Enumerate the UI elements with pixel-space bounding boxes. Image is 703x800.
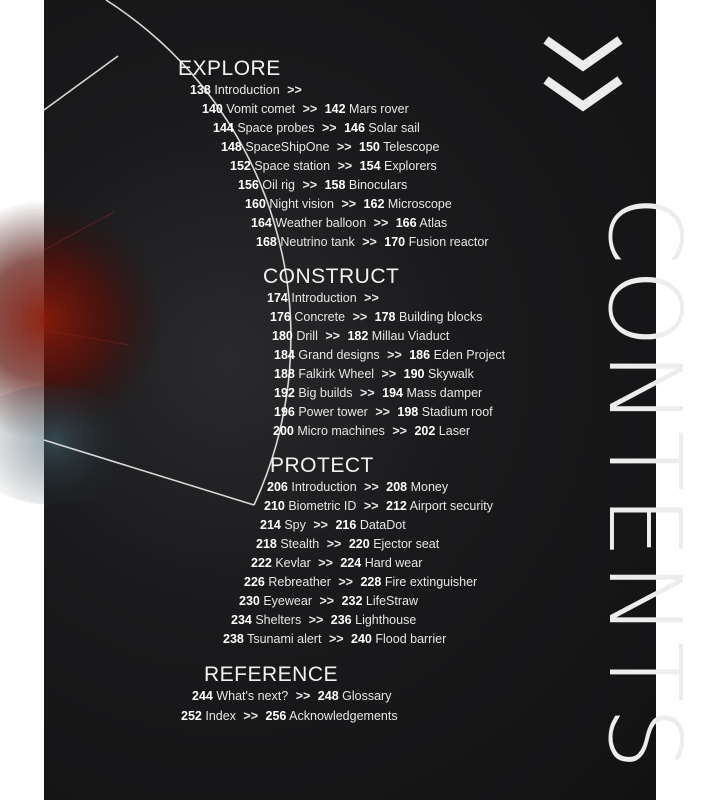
list-item[interactable] [256,536,439,552]
page-number: 164 [251,216,272,230]
page-number: 168 [256,235,277,249]
list-item[interactable] [273,423,470,439]
entry-label: Flood barrier [375,632,447,646]
page-number: 244 [192,689,213,703]
entry-label: Binoculars [348,178,408,192]
entry-label: Weather balloon [275,216,367,230]
entry-label: Introduction [291,480,357,494]
entry-label: Big builds [298,386,353,400]
page-number: 230 [239,594,260,608]
entry-label: Microscope [387,197,452,211]
page-number: 174 [267,291,288,305]
page-number: 218 [256,537,277,551]
list-item[interactable] [267,290,383,306]
page-number: 152 [230,159,251,173]
page-number: 182 [347,329,369,343]
separator: >> [364,291,379,305]
separator: >> [325,329,340,343]
page-number: 160 [245,197,266,211]
page-number: 170 [384,235,406,249]
entry-label: DataDot [359,518,406,532]
page-number: 156 [238,178,259,192]
page-number: 178 [374,310,396,324]
page-number: 166 [395,216,417,230]
separator: >> [295,689,311,703]
list-item[interactable] [244,574,477,590]
list-item[interactable] [223,631,446,647]
page-number: 176 [270,310,291,324]
page-number: 212 [386,499,407,513]
page-number: 154 [359,159,381,173]
list-item[interactable] [251,555,422,571]
entry-label: Skywalk [427,367,474,381]
entry-label: Fusion reactor [408,235,489,249]
page-number: 236 [330,613,352,627]
list-item[interactable] [238,177,407,193]
entry-label: Shelters [255,613,302,627]
entry-label: Grand designs [298,348,380,362]
entry-label: Drill [296,329,318,343]
separator: >> [302,178,318,192]
orbit-radial-line-top [44,56,118,110]
entry-label: Falkirk Wheel [298,367,375,381]
list-item[interactable] [213,120,420,136]
list-item[interactable] [190,82,306,98]
entry-label: Oil rig [262,178,295,192]
section-title-reference: REFERENCE [204,663,339,686]
page-number: 146 [344,121,365,135]
contents-page [44,0,703,800]
list-item[interactable] [221,139,439,155]
entry-label: Airport security [409,499,494,513]
entry-label: Laser [438,424,471,438]
page-number: 228 [360,575,382,589]
entry-label: Atlas [419,216,448,230]
entry-label: Mars rover [349,102,409,116]
entry-label: Night vision [269,197,334,211]
page-number: 232 [341,594,363,608]
entry-label: Acknowledgements [289,709,398,723]
page-number: 188 [274,367,295,381]
entry-label: Space station [254,159,331,173]
separator: >> [387,348,402,362]
entry-label: Introduction [291,291,357,305]
entry-label: LifeStraw [365,594,419,608]
page-number: 252 [181,709,202,723]
page-number: 158 [324,178,346,192]
page-number: 224 [340,556,362,570]
list-item[interactable] [239,593,418,609]
entry-label: Introduction [214,83,280,97]
page-number: 214 [260,518,281,532]
page-number: 210 [264,499,285,513]
separator: >> [360,386,375,400]
entry-label: SpaceShipOne [245,140,330,154]
entry-label: Concrete [294,310,346,324]
page-number: 208 [386,480,408,494]
list-item[interactable] [251,215,447,231]
double-chevron-down-icon [542,36,624,114]
entry-label: Eyewear [263,594,312,608]
page-number: 148 [221,140,242,154]
entry-label: Millau Viaduct [371,329,450,343]
list-item[interactable] [202,101,409,117]
entry-label: Mass damper [406,386,483,400]
page-number: 180 [272,329,293,343]
section-title-explore: EXPLORE [178,57,281,80]
separator: >> [392,424,407,438]
page-number: 256 [265,709,287,723]
page-number: 162 [363,197,385,211]
entry-label: Tsunami alert [247,632,322,646]
entry-label: Glossary [342,689,392,703]
list-item[interactable] [231,612,416,628]
entry-label: Ejector seat [373,537,440,551]
entry-label: Micro machines [297,424,385,438]
section-title-protect: PROTECT [270,454,374,477]
list-item[interactable] [192,688,391,704]
list-item[interactable] [272,328,449,344]
page-number: 226 [244,575,265,589]
entry-label: Lighthouse [355,613,417,627]
entry-label: Spy [284,518,306,532]
list-item[interactable] [230,158,437,174]
page-number: 220 [348,537,370,551]
list-item[interactable] [256,234,489,250]
list-item[interactable] [245,196,452,212]
list-item[interactable] [274,385,482,401]
page-number: 202 [414,424,436,438]
page-number: 248 [317,689,339,703]
separator: >> [352,310,368,324]
page-number: 194 [382,386,403,400]
separator: >> [364,480,379,494]
list-item[interactable] [274,404,493,420]
page-number: 240 [351,632,372,646]
page-number: 140 [202,102,223,116]
separator: >> [326,537,342,551]
list-item[interactable] [264,498,493,514]
list-item[interactable] [260,517,406,533]
page-number: 234 [231,613,252,627]
entry-label: Solar sail [368,121,420,135]
page-number: 200 [273,424,294,438]
page-number: 192 [274,386,295,400]
separator: >> [319,594,335,608]
entry-label: Fire extinguisher [384,575,478,589]
list-item[interactable] [274,347,505,363]
entry-label: Stadium roof [421,405,493,419]
separator: >> [287,83,302,97]
entry-label: Building blocks [399,310,483,324]
entry-label: Rebreather [268,575,331,589]
separator: >> [375,405,390,419]
separator: >> [308,613,324,627]
separator: >> [337,159,353,173]
entry-label: Neutrino tank [280,235,355,249]
page-number: 184 [274,348,295,362]
separator: >> [381,367,397,381]
entry-label: Eden Project [433,348,506,362]
separator: >> [363,499,379,513]
list-item[interactable] [274,366,474,382]
separator: >> [338,575,353,589]
page-number: 196 [274,405,295,419]
entry-label: Money [410,480,449,494]
entry-label: What's next? [216,689,289,703]
separator: >> [328,632,344,646]
entry-label: Biometric ID [288,499,357,513]
entry-label: Power tower [298,405,368,419]
page-number: 190 [403,367,425,381]
page-number: 138 [190,83,211,97]
entry-label: Kevlar [275,556,311,570]
separator: >> [313,518,328,532]
page-number: 186 [409,348,431,362]
separator: >> [243,709,259,723]
entry-label: Explorers [384,159,437,173]
page-number: 142 [324,102,346,116]
entry-label: Stealth [280,537,320,551]
page-number: 216 [335,518,357,532]
separator: >> [336,140,352,154]
page-number: 206 [267,480,288,494]
separator: >> [318,556,333,570]
page-number: 222 [251,556,272,570]
entry-label: Telescope [383,140,440,154]
page-number: 198 [397,405,419,419]
list-item[interactable] [270,309,482,325]
contents-vertical-title: CONTENTS [586,195,703,774]
separator: >> [321,121,337,135]
separator: >> [362,235,377,249]
list-item[interactable] [267,479,448,495]
entry-label: Hard wear [364,556,423,570]
separator: >> [373,216,389,230]
page-number: 238 [223,632,244,646]
entry-label: Index [205,709,236,723]
entry-label: Space probes [237,121,315,135]
list-item[interactable] [181,708,398,724]
separator: >> [341,197,357,211]
section-title-construct: CONSTRUCT [263,265,400,288]
separator: >> [302,102,318,116]
entry-label: Vomit comet [226,102,296,116]
page-number: 150 [359,140,380,154]
page-number: 144 [213,121,234,135]
